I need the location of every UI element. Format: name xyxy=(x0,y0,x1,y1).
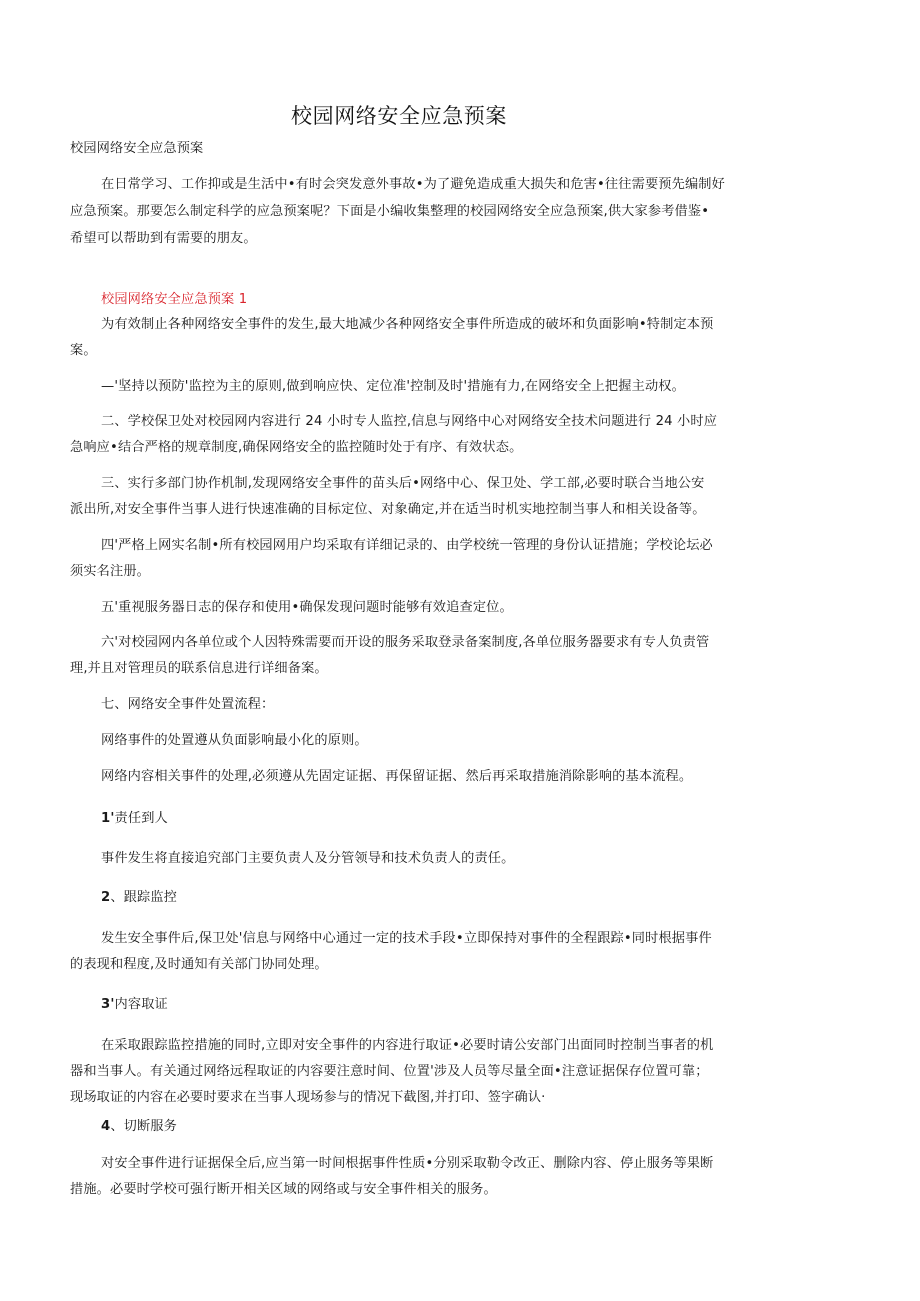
step-body: 对安全事件进行证据保全后,应当第一时间根据事件性质•分别采取勒令改正、删除内容、停止服务等果断 xyxy=(101,1156,714,1171)
paragraph-3: 派出所,对安全事件当事人进行快速准确的目标定位、对象确定,并在适当时机实地控制当事人和相关设备等。 xyxy=(70,502,706,517)
paragraph-4: 四'严格上网实名制•所有校园网用户均采取有详细记录的、由学校统一管理的身份认证措施；学校论坛必 xyxy=(101,538,713,553)
document-title: 校园网络安全应急预案 xyxy=(291,104,507,128)
step-heading xyxy=(101,1115,177,1134)
paragraph-3: 三、实行多部门协作机制,发现网络安全事件的苗头后•网络中心、保卫处、学工部,必要时联合当地公安 xyxy=(101,476,705,491)
paragraph-7: 七、网络安全事件处置流程： xyxy=(101,697,275,712)
intro-line: 希望可以帮助到有需要的朋友。 xyxy=(70,231,257,246)
step-body: 器和当事人。有关通过网络远程取证的内容要注意时间、位置'涉及人员等尽量全面•注意证据保存位置可靠； xyxy=(70,1064,709,1079)
paragraph-6: 六'对校园网内各单位或个人因特殊需要而开设的服务采取登录备案制度,各单位服务器要求有专人负责管 xyxy=(101,635,710,650)
step-heading xyxy=(101,807,168,826)
step-body: 的表现和程度,及时通知有关部门协同处理。 xyxy=(70,957,328,972)
paragraph-1: —'坚持以预防'监控为主的原则,做到响应快、定位准'控制及时'措施有力,在网络安全上把握主动权。 xyxy=(101,379,685,394)
step-title: 责任到人 xyxy=(114,811,168,826)
step-number: 2 xyxy=(101,890,111,905)
paragraph-9: 网络内容相关事件的处理,必须遵从先固定证据、再保留证据、然后再采取措施消除影响的基本流程。 xyxy=(101,769,693,784)
paragraph-4: 须实名注册。 xyxy=(70,564,151,579)
paragraph-2: 二、学校保卫处对校园网内容进行 24 小时专人监控,信息与网络中心对网络安全技术问题进行 24 小时应 xyxy=(101,414,718,429)
step-body: 事件发生将直接追究部门主要负责人及分管领导和技术负责人的责任。 xyxy=(101,851,515,866)
step-number: 3' xyxy=(101,997,115,1012)
step-heading xyxy=(101,993,168,1012)
section-heading: 校园网络安全应急预案 1 xyxy=(101,292,248,307)
step-body: 现场取证的内容在必要时要求在当事人现场参与的情况下截图,并打印、签字确认· xyxy=(70,1090,546,1105)
step-title: 、跟踪监控 xyxy=(110,890,178,905)
purpose-line: 为有效制止各种网络安全事件的发生,最大地减少各种网络安全事件所造成的破坏和负面影响•特制定本预 xyxy=(101,317,714,332)
paragraph-8: 网络事件的处置遵从负面影响最小化的原则。 xyxy=(101,733,368,748)
step-heading xyxy=(101,886,177,905)
paragraph-2: 急响应•结合严格的规章制度,确保网络安全的监控随时处于有序、有效状态。 xyxy=(70,440,523,455)
paragraph-6: 理,并且对管理员的联系信息进行详细备案。 xyxy=(70,661,328,676)
step-body: 在采取跟踪监控措施的同时,立即对安全事件的内容进行取证•必要时请公安部门出面同时控制当事者的机 xyxy=(101,1038,714,1053)
paragraph-5: 五'重视服务器日志的保存和使用•确保发现问题时能够有效追查定位。 xyxy=(101,600,513,615)
step-number: 4 xyxy=(101,1119,111,1134)
step-body: 发生安全事件后,保卫处'信息与网络中心通过一定的技术手段•立即保持对事件的全程跟踪•同时根据事件 xyxy=(101,931,712,946)
intro-line: 在日常学习、工作抑或是生活中•有时会突发意外事故•为了避免造成重大损失和危害•往往需要预先编制好 xyxy=(101,177,725,192)
purpose-line: 案。 xyxy=(70,343,97,358)
step-title: 内容取证 xyxy=(114,997,168,1012)
step-body: 措施。必要时学校可强行断开相关区域的网络或与安全事件相关的服务。 xyxy=(70,1182,497,1197)
step-number: 1' xyxy=(101,811,115,826)
intro-line: 应急预案。那要怎么制定科学的应急预案呢？下面是小编收集整理的校园网络安全应急预案,供大家参考借鉴• xyxy=(70,204,710,219)
document-subtitle: 校园网络安全应急预案 xyxy=(70,141,204,156)
step-title: 、切断服务 xyxy=(110,1119,178,1134)
